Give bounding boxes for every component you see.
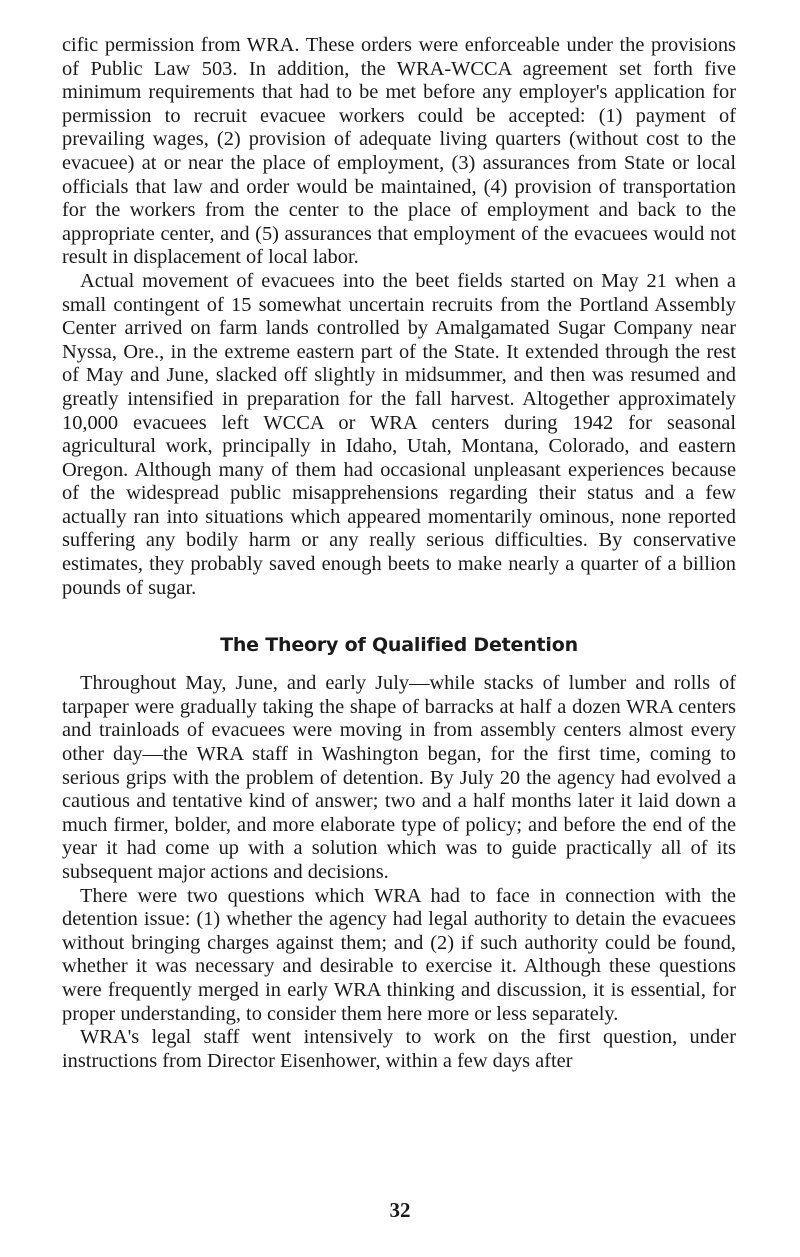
section-heading: The Theory of Qualified Detention <box>220 634 578 657</box>
page-number: 32 <box>389 1198 411 1222</box>
paragraph-detention-intro: Throughout May, June, and early July—while stacks of lumber and rolls of tarpaper were gradually taking the shape of barracks at half a dozen WRA centers and trainloads of evacuees were moving in from assembly centers almost every other day—the WRA staff in Washington began, for the first time, coming to serious grips with the problem of detention. By July 20 the agency had evolved a cautious and tentative kind of answer; two and a half months later it laid down a much firmer, bolder, and more elaborate type of policy; and before the end of the year it had come up with a solution which was to guide practically all of its subsequent major actions and decisions. <box>62 672 736 883</box>
document-page <box>62 34 736 1073</box>
paragraph-legal-staff: WRA's legal staff went intensively to work on the first question, under instructions from Director Eisenhower, within a few days after <box>62 1026 736 1072</box>
paragraph-two-questions: There were two questions which WRA had to face in connection with the detention issue: (1) whether the agency had legal authority to detain the evacuees without bringing charges against them; and (2) if such authority could be found, whether it was necessary and desirable to exercise it. Although these questions were frequently merged in early WRA thinking and discussion, it is essential, for proper understanding, to consider them here more or less separately. <box>62 884 736 1025</box>
paragraph-continued: cific permission from WRA. These orders were enforceable under the provisions of Public Law 503. In addition, the WRA-WCCA agreement set forth five minimum requirements that had to be met before any employer's application for permission to recruit evacuee workers could be accepted: (1) payment of prevailing wages, (2) provision of adequate living quarters (without cost to the evacuee) at or near the place of employment, (3) assurances from State or local officials that law and order would be maintained, (4) provision of transportation for the workers from the center to the place of employment and back to the appropriate center, and (5) assurances that employment of the evacuees would not result in displacement of local labor. <box>62 34 736 269</box>
paragraph-beet-fields: Actual movement of evacuees into the beet fields started on May 21 when a small contingent of 15 somewhat uncertain recruits from the Portland Assembly Center arrived on farm lands controlled by Amalgamated Sugar Company near Nyssa, Ore., in the extreme eastern part of the State. It extended through the rest of May and June, slacked off slightly in midsummer, and then was resumed and greatly intensified in preparation for the fall harvest. Altogether approximately 10,000 evacuees left WCCA or WRA centers during 1942 for seasonal agricultural work, principally in Idaho, Utah, Montana, Colorado, and eastern Oregon. Although many of them had occasional unpleasant experiences because of the widespread public misapprehensions regarding their status and a few actually ran into situations which appeared momentarily ominous, none reported suffering any bodily harm or any really serious difficulties. By conservative estimates, they probably saved enough beets to make nearly a quarter of a billion pounds of sugar. <box>62 269 736 599</box>
